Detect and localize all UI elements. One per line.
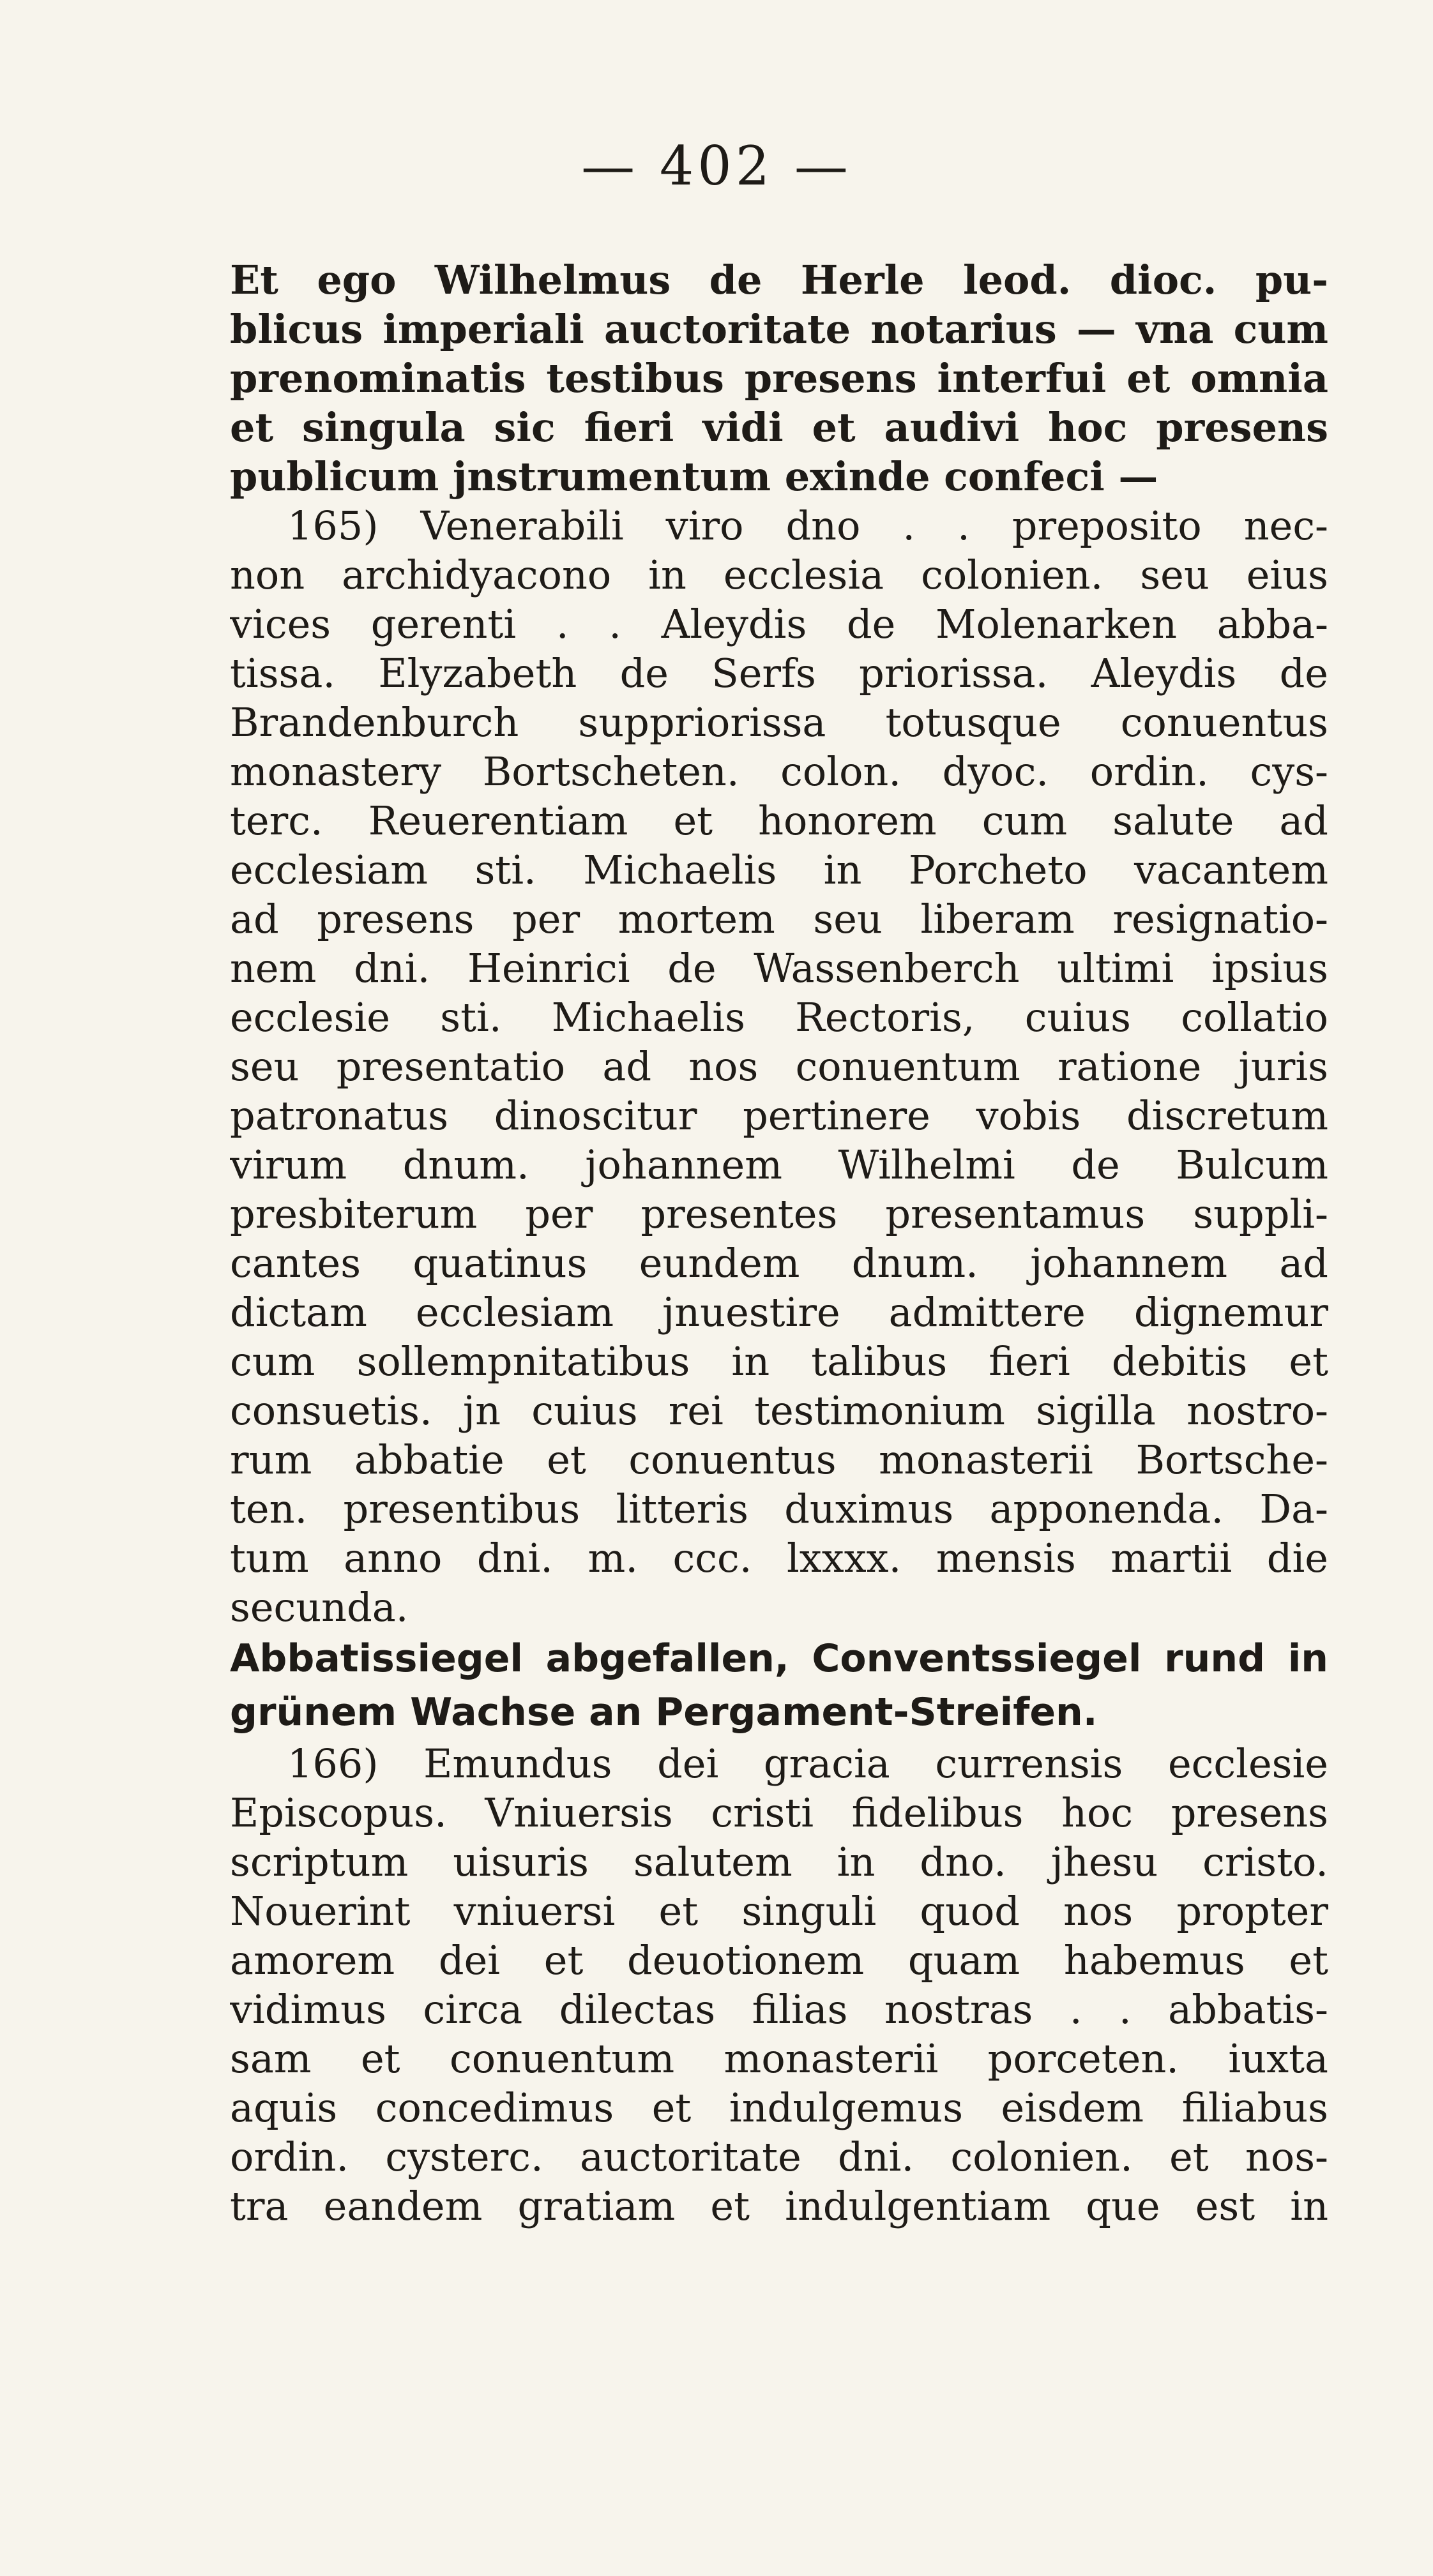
text-line: dictam ecclesiam jnuestire admittere dignemur xyxy=(230,1289,1328,1336)
text-line: virum dnum. johannem Wilhelmi de Bulcum xyxy=(230,1141,1328,1188)
text-line: grünem Wachse an Pergament-Streifen. xyxy=(230,1690,1098,1735)
text-line: ten. presentibus litteris duximus apponenda. Da- xyxy=(230,1486,1328,1532)
text-line: 165) Venerabili viro dno . . preposito nec- xyxy=(287,502,1328,549)
text-line: Et ego Wilhelmus de Herle leod. dioc. pu- xyxy=(230,257,1328,303)
text-line: Nouerint vniuersi et singuli quod nos propter xyxy=(230,1888,1328,1934)
text-line: tra eandem gratiam et indulgentiam que est in xyxy=(230,2183,1328,2229)
text-line: ordin. cysterc. auctoritate dni. colonien. et nos- xyxy=(230,2134,1328,2180)
text-line: monastery Bortscheten. colon. dyoc. ordin. cys- xyxy=(230,748,1328,795)
text-line: ad presens per mortem seu liberam resignatio- xyxy=(230,896,1328,942)
text-line: blicus imperiali auctoritate notarius — vna cum xyxy=(230,306,1328,352)
text-line: vidimus circa dilectas filias nostras . . abbatis- xyxy=(230,1986,1328,2033)
text-line: 166) Emundus dei gracia currensis ecclesie xyxy=(287,1740,1328,1787)
text-line: nem dni. Heinrici de Wassenberch ultimi ipsius xyxy=(230,945,1328,991)
text-line: patronatus dinoscitur pertinere vobis discretum xyxy=(230,1092,1328,1139)
text-line: scriptum uisuris salutem in dno. jhesu cristo. xyxy=(230,1839,1328,1885)
text-line: ecclesie sti. Michaelis Rectoris, cuius collatio xyxy=(230,994,1328,1041)
text-line: tissa. Elyzabeth de Serfs priorissa. Aleydis de xyxy=(230,650,1328,697)
text-line: sam et conuentum monasterii porceten. iuxta xyxy=(230,2035,1328,2082)
text-line: Abbatissiegel abgefallen, Conventssiegel rund in xyxy=(230,1636,1328,1681)
text-line: et singula sic fieri vidi et audivi hoc presens xyxy=(230,404,1328,451)
text-line: Episcopus. Vniuersis cristi fidelibus hoc presens xyxy=(230,1789,1328,1836)
body-text xyxy=(230,255,1328,2231)
text-line: prenominatis testibus presens interfui et omnia xyxy=(230,355,1328,402)
text-line: Brandenburch suppriorissa totusque conuentus xyxy=(230,699,1328,746)
text-line: tum anno dni. m. ccc. lxxxx. mensis martii die xyxy=(230,1535,1328,1581)
text-line: consuetis. jn cuius rei testimonium sigilla nostro- xyxy=(230,1387,1328,1434)
text-line: ecclesiam sti. Michaelis in Porcheto vacantem xyxy=(230,847,1328,893)
text-line: cum sollempnitatibus in talibus fieri debitis et xyxy=(230,1338,1328,1385)
text-line: aquis concedimus et indulgemus eisdem filiabus xyxy=(230,2084,1328,2131)
text-line: vices gerenti . . Aleydis de Molenarken abba- xyxy=(230,601,1328,647)
text-line: secunda. xyxy=(230,1584,409,1631)
text-line: presbiterum per presentes presentamus suppli- xyxy=(230,1191,1328,1237)
text-line: amorem dei et deuotionem quam habemus et xyxy=(230,1937,1328,1984)
text-line: rum abbatie et conuentus monasterii Bortsche- xyxy=(230,1436,1328,1483)
text-line: terc. Reuerentiam et honorem cum salute ad xyxy=(230,797,1328,844)
text-line: non archidyacono in ecclesia colonien. seu eius xyxy=(230,552,1328,598)
text-line: publicum jnstrumentum exinde confeci — xyxy=(230,453,1158,500)
page-number: — 402 — xyxy=(581,135,852,197)
text-line: cantes quatinus eundem dnum. johannem ad xyxy=(230,1240,1328,1286)
text-line: seu presentatio ad nos conuentum ratione juris xyxy=(230,1043,1328,1090)
